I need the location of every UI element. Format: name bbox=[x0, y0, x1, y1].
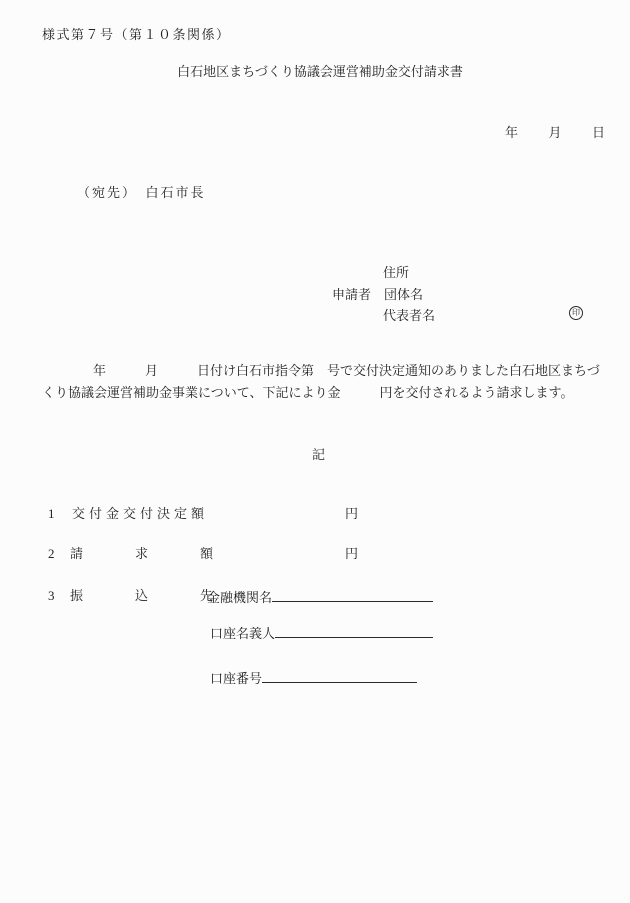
account-holder-row bbox=[210, 624, 433, 641]
applicant-org-label: 申請者 団体名 bbox=[332, 287, 424, 302]
ki-heading: 記 bbox=[312, 447, 326, 462]
item-1-number: 1 bbox=[48, 506, 55, 521]
bank-institution-blank bbox=[272, 588, 433, 602]
bank-institution-row bbox=[207, 588, 433, 605]
item-2-number: 2 bbox=[48, 546, 55, 561]
body-line-1: 年 月 日付け白石市指令第 号で交付決定通知のありました白石地区まちづ bbox=[93, 363, 600, 378]
item-1-unit: 円 bbox=[345, 506, 359, 521]
seal-mark bbox=[569, 306, 583, 320]
account-number-row bbox=[210, 669, 417, 686]
document-title: 白石地区まちづくり協議会運営補助金交付請求書 bbox=[177, 64, 463, 79]
bank-institution-label: 金融機関名 bbox=[207, 590, 273, 605]
account-number-label: 口座番号 bbox=[210, 671, 263, 686]
date-line: 年 月 日 bbox=[505, 125, 607, 140]
item-3-label: 振 込 先 bbox=[70, 588, 214, 603]
addressee-line: （宛先） 白石市長 bbox=[77, 185, 206, 200]
item-3-number: 3 bbox=[48, 588, 55, 603]
seal-label: 印 bbox=[572, 308, 580, 317]
item-1-label: 交付金交付決定額 bbox=[72, 506, 209, 521]
item-2-unit: 円 bbox=[345, 546, 359, 561]
body-line-2: くり協議会運営補助金事業について、下記により金 円を交付されるよう請求します。 bbox=[42, 385, 574, 400]
account-holder-label: 口座名義人 bbox=[210, 626, 276, 641]
item-2-label: 請 求 額 bbox=[70, 546, 214, 561]
account-holder-blank bbox=[275, 624, 433, 638]
representative-label: 代表者名 bbox=[383, 308, 436, 323]
form-number: 様式第７号（第１０条関係） bbox=[42, 27, 231, 42]
address-label: 住所 bbox=[383, 265, 410, 280]
account-number-blank bbox=[262, 669, 417, 683]
